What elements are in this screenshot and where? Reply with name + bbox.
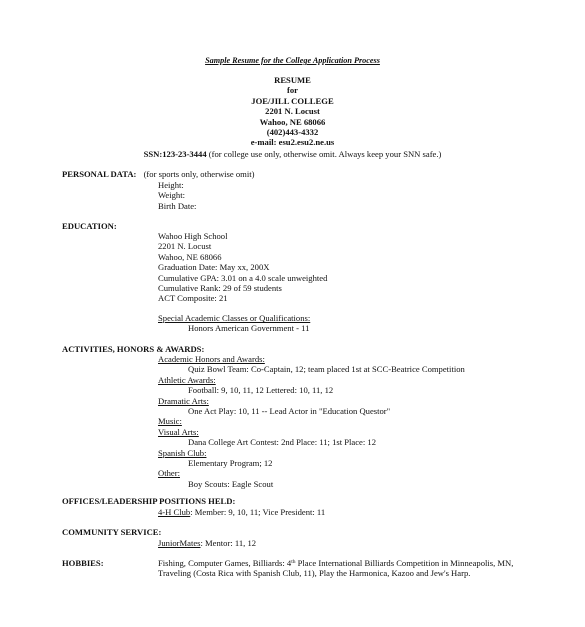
four-h-club-detail: : Member: 9, 10, 11; Vice President: 11 [190, 507, 326, 517]
hobbies-list [158, 558, 513, 579]
graduation-date: Graduation Date: May xx, 200X [158, 262, 270, 273]
athletic-awards-label: Athletic Awards: [158, 374, 216, 385]
personal-data-fields [158, 180, 196, 211]
header-street: 2201 N. Locust [265, 106, 320, 117]
hobbies-ordinal-suffix: th [291, 559, 296, 565]
juniormates-detail: : Mentor: 11, 12 [200, 538, 257, 548]
hobbies-line-1-start: Fishing, Computer Games, Billiards: 4 [158, 558, 292, 568]
visual-arts-item: Dana College Art Contest: 2nd Place: 11; 1st Place: 12 [188, 437, 376, 448]
header-name: JOE/JILL COLLEGE [251, 95, 334, 106]
cumulative-gpa: Cumulative GPA: 3.01 on a 4.0 scale unweighted [158, 272, 328, 283]
school-name: Wahoo High School [158, 231, 228, 241]
height-field: Height: [158, 180, 184, 190]
community-heading: COMMUNITY SERVICE: [62, 527, 162, 537]
document-title: Sample Resume for the College Application Process [205, 56, 380, 65]
spanish-club-item: Elementary Program; 12 [188, 457, 273, 468]
special-classes-item: Honors American Government - 11 [188, 323, 310, 334]
school-address-city: Wahoo, NE 68066 [158, 251, 222, 262]
hobbies-line-2: Traveling (Costa Rica with Spanish Club, 11), Play the Harmonica, Kazoo and Jew's Harp. [158, 568, 471, 579]
header-for: for [287, 85, 298, 96]
ssn-line [0, 149, 585, 159]
dramatic-arts-label: Dramatic Arts: [158, 395, 209, 406]
header-city: Wahoo, NE 68066 [259, 116, 326, 127]
dramatic-arts-item: One Act Play: 10, 11 -- Lead Actor in "Education Questor" [188, 405, 391, 416]
juniormates-label: JuniorMates [158, 538, 201, 548]
offices-list [158, 507, 325, 517]
visual-arts-label: Visual Arts: [158, 426, 199, 437]
header-resume: RESUME [274, 75, 311, 85]
spanish-club-label: Spanish Club: [158, 447, 207, 458]
community-item [158, 538, 256, 548]
hobbies-heading: HOBBIES: [62, 558, 104, 568]
personal-data-note: (for sports only, otherwise omit) [143, 169, 255, 179]
cumulative-rank: Cumulative Rank: 29 of 59 students [158, 282, 282, 293]
activities-heading: ACTIVITIES, HONORS & AWARDS: [62, 344, 205, 354]
header-email: e-mail: esu2.esu2.ne.us [250, 137, 335, 148]
weight-field: Weight: [158, 190, 185, 201]
hobbies-line-1 [158, 558, 513, 568]
athletic-awards-item: Football: 9, 10, 11, 12 Lettered: 10, 11, 12 [188, 385, 334, 396]
academic-honors-item: Quiz Bowl Team: Co-Captain, 12; team placed 1st at SCC-Beatrice Competition [188, 364, 465, 375]
music-label: Music: [158, 416, 182, 427]
other-item: Boy Scouts: Eagle Scout [188, 478, 274, 489]
resume-header [0, 75, 585, 148]
other-label: Other: [158, 468, 180, 479]
education-details [158, 231, 327, 304]
special-classes-label: Special Academic Classes or Qualifications: [158, 313, 311, 323]
four-h-club-label: 4-H Club [158, 507, 191, 517]
education-heading: EDUCATION: [62, 221, 117, 231]
school-address-street: 2201 N. Locust [158, 241, 212, 252]
personal-data-heading: PERSONAL DATA: [62, 169, 137, 179]
community-list [158, 538, 256, 548]
hobbies-line-1-end: Place International Billiards Competition in Minneapolis, MN, [295, 558, 514, 568]
offices-heading: OFFICES/LEADERSHIP POSITIONS HELD: [62, 496, 236, 506]
ssn-label: SSN:123-23-3444 [143, 149, 207, 159]
birth-date-field: Birth Date: [158, 200, 197, 211]
special-classes [158, 313, 310, 334]
academic-honors-label: Academic Honors and Awards: [158, 354, 265, 364]
offices-item [158, 507, 325, 517]
ssn-note: (for college use only, otherwise omit. Always keep your SNN safe.) [206, 149, 442, 159]
act-composite: ACT Composite: 21 [158, 293, 228, 304]
header-phone: (402)443-4332 [266, 127, 319, 138]
activities-list [158, 354, 465, 489]
personal-data-line [62, 169, 254, 179]
